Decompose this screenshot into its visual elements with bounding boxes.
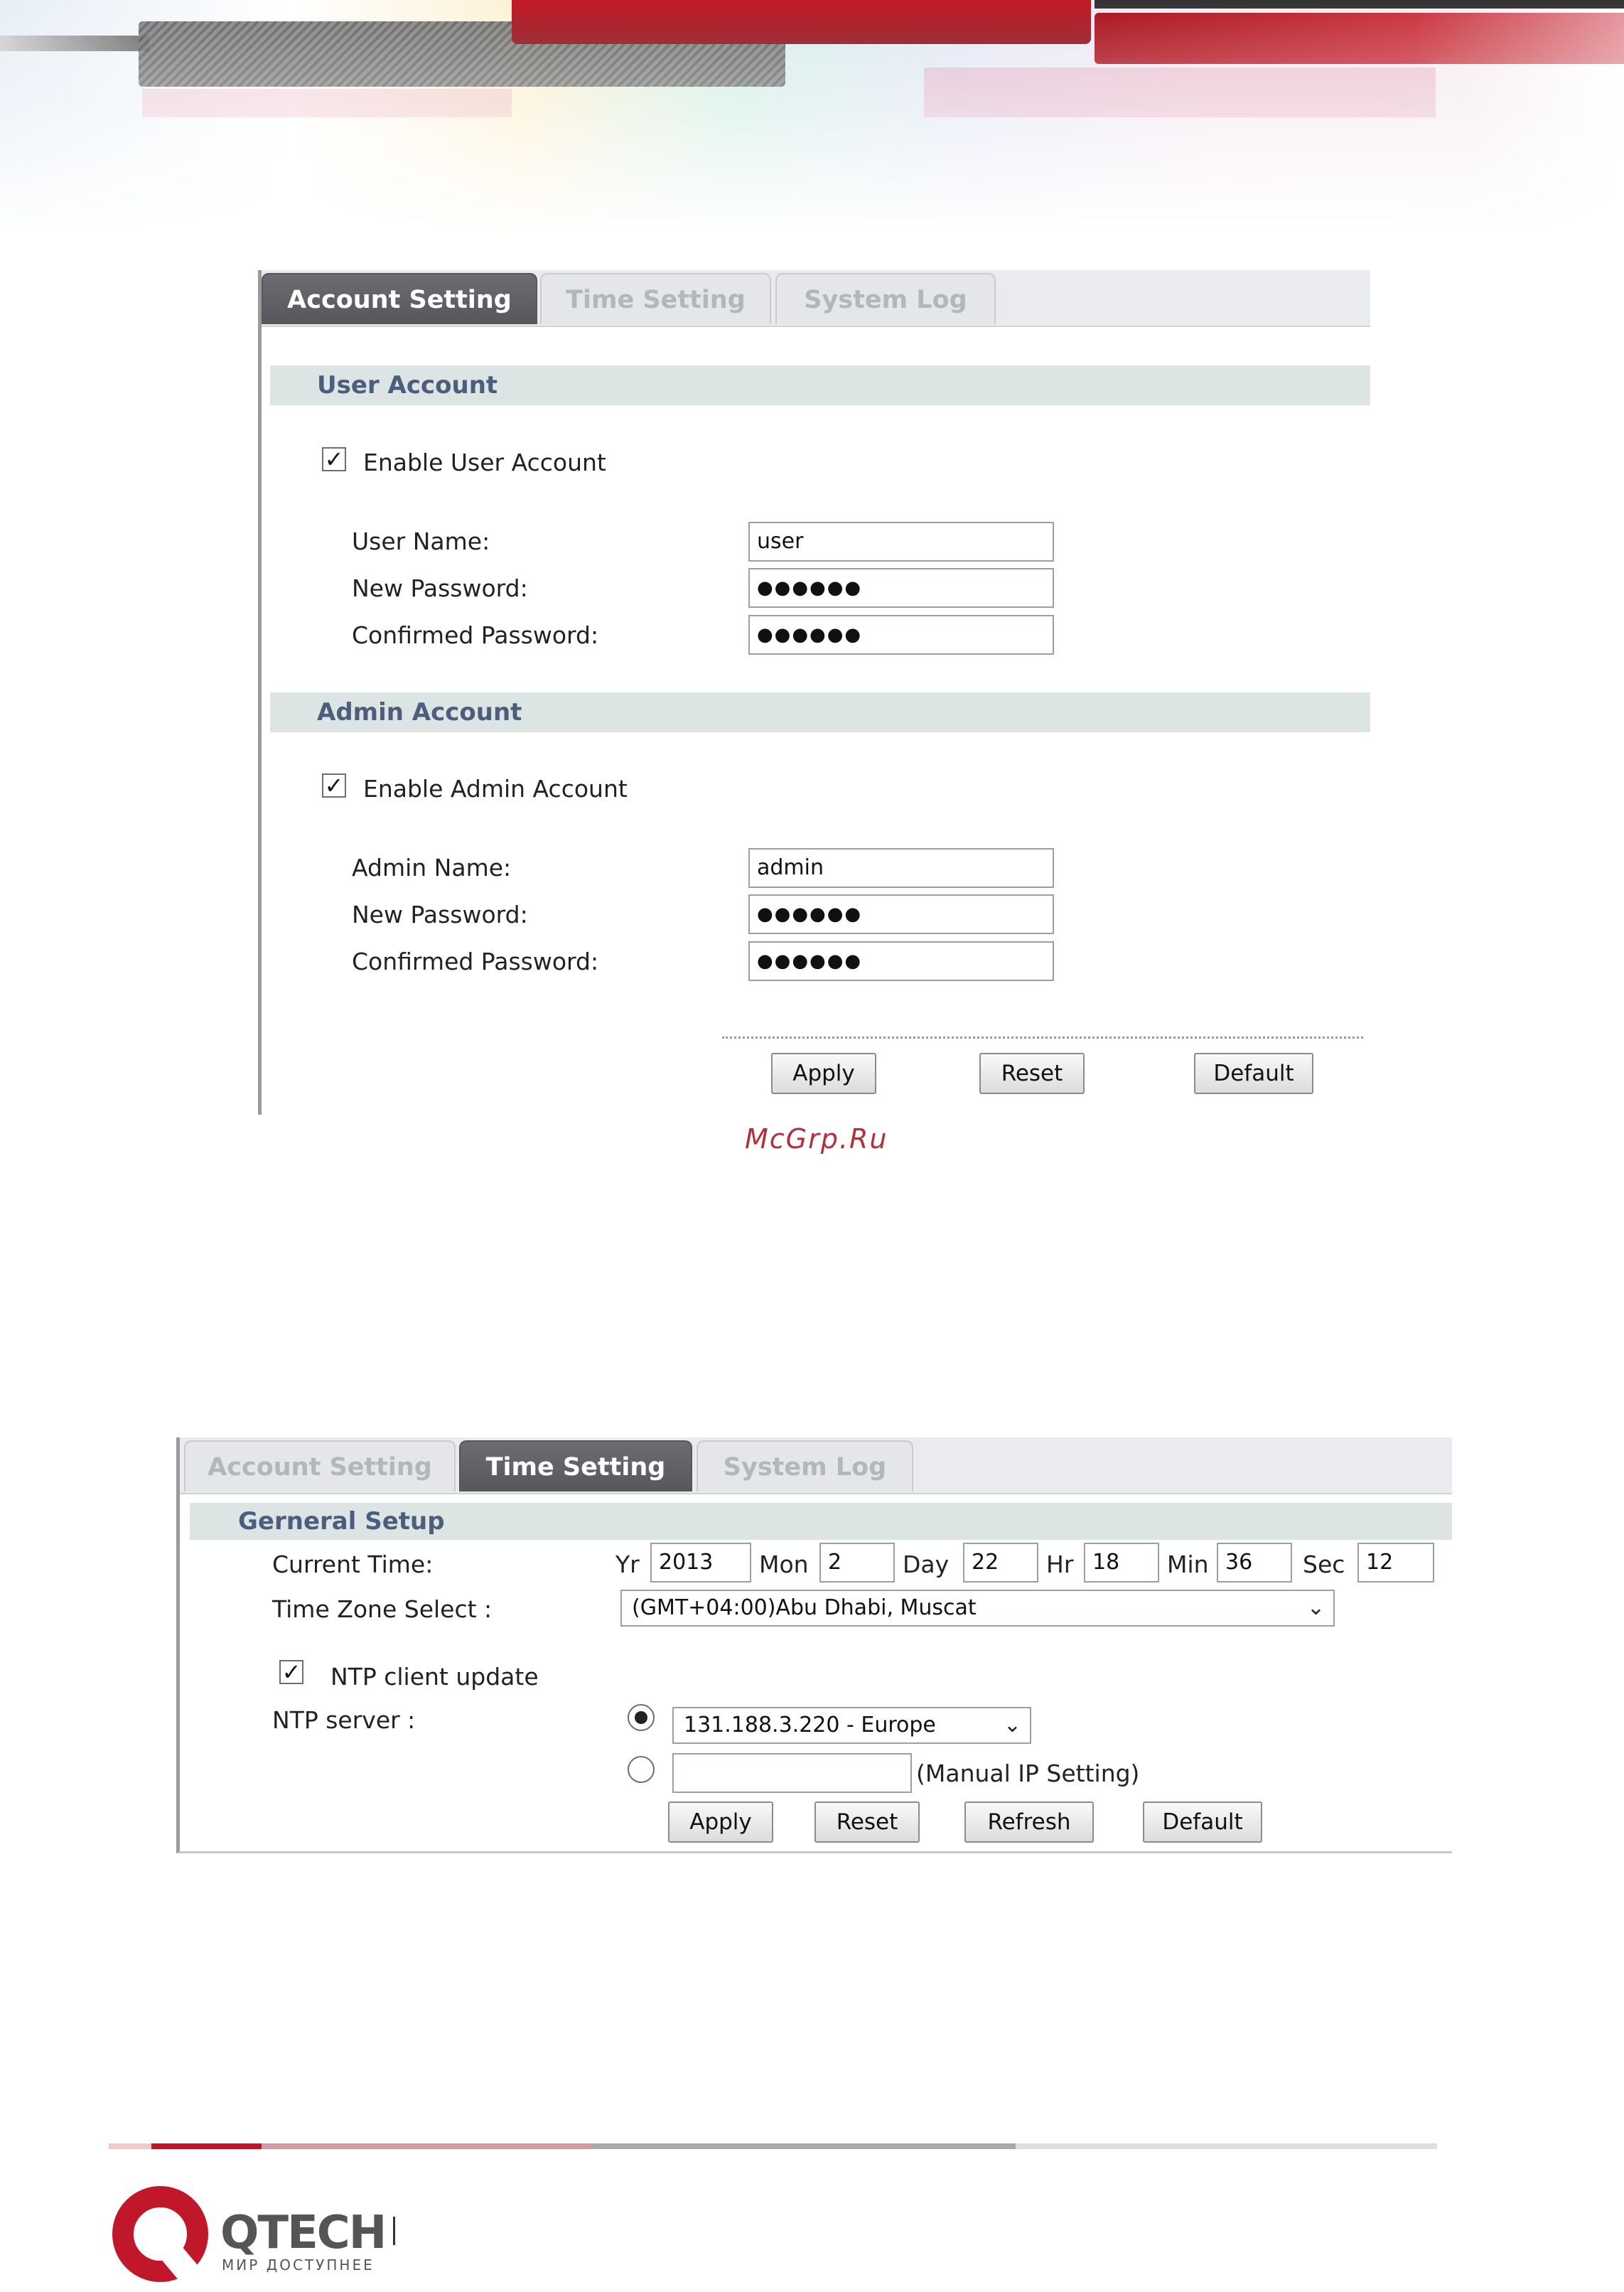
user-account-section-title: User Account <box>270 365 1370 405</box>
ntp-server-value: 131.188.3.220 - Europe <box>684 1713 936 1737</box>
ntp-server-manual-radio[interactable] <box>628 1756 655 1783</box>
footer-line-segment <box>262 2143 591 2149</box>
year-input[interactable]: 2013 <box>650 1543 751 1583</box>
time-zone-value: (GMT+04:00)Abu Dhabi, Muscat <box>632 1595 977 1620</box>
ntp-server-select[interactable] <box>672 1707 1031 1744</box>
enable-user-account-label: Enable User Account <box>363 449 606 476</box>
chevron-down-icon: ⌄ <box>1306 1595 1325 1620</box>
user-confirm-password-input[interactable]: ●●●●●● <box>748 615 1054 655</box>
day-input[interactable]: 22 <box>963 1543 1038 1583</box>
default-button[interactable]: Default <box>1143 1801 1262 1843</box>
admin-new-password-label: New Password: <box>352 901 528 928</box>
admin-name-label: Admin Name: <box>352 854 512 882</box>
tab-time-setting[interactable]: Time Setting <box>540 273 771 324</box>
time-zone-select[interactable] <box>620 1590 1335 1627</box>
user-new-password-input[interactable]: ●●●●●● <box>748 568 1054 608</box>
ntp-client-update-checkbox[interactable]: ✓ <box>279 1660 303 1684</box>
ntp-server-preset-radio[interactable] <box>628 1704 655 1731</box>
manual-ip-input[interactable] <box>672 1753 912 1793</box>
tab-system-log[interactable]: System Log <box>697 1440 913 1492</box>
qtech-logo-text: QTECH <box>220 2207 386 2259</box>
footer-line-segment <box>151 2143 262 2149</box>
admin-confirm-password-input[interactable]: ●●●●●● <box>748 941 1054 981</box>
general-setup-section-title: Gerneral Setup <box>190 1503 1452 1540</box>
logo-separator <box>393 2217 395 2245</box>
user-new-password-label: New Password: <box>352 574 528 602</box>
footer-line-segment <box>109 2143 151 2149</box>
admin-new-password-input[interactable]: ●●●●●● <box>748 894 1054 934</box>
second-label: Sec <box>1303 1551 1345 1578</box>
year-label: Yr <box>615 1551 640 1578</box>
admin-account-section-title: Admin Account <box>270 692 1370 732</box>
chevron-down-icon: ⌄ <box>1003 1713 1021 1737</box>
user-confirm-password-label: Confirmed Password: <box>352 621 599 649</box>
time-setting-panel <box>176 1437 1452 1853</box>
ntp-server-label: NTP server : <box>272 1706 416 1734</box>
tab-bar <box>262 270 1370 327</box>
tab-account-setting[interactable]: Account Setting <box>262 273 537 324</box>
watermark-text: McGrp.Ru <box>745 1123 888 1155</box>
admin-name-input[interactable]: admin <box>748 848 1054 888</box>
button-divider <box>722 1037 1363 1039</box>
account-setting-panel <box>258 270 1370 1115</box>
footer-line-segment <box>1016 2143 1437 2149</box>
user-name-input[interactable]: user <box>748 522 1054 562</box>
tab-bar <box>180 1437 1452 1494</box>
time-zone-label: Time Zone Select : <box>272 1595 493 1623</box>
reset-button[interactable]: Reset <box>979 1053 1085 1094</box>
tab-system-log[interactable]: System Log <box>775 273 996 324</box>
admin-confirm-password-label: Confirmed Password: <box>352 948 599 975</box>
qtech-logo-tagline: МИР ДОСТУПНЕЕ <box>222 2256 375 2274</box>
minute-label: Min <box>1167 1551 1209 1578</box>
enable-admin-account-checkbox[interactable]: ✓ <box>322 773 346 798</box>
minute-input[interactable]: 36 <box>1217 1543 1292 1583</box>
apply-button[interactable]: Apply <box>668 1801 773 1843</box>
enable-user-account-checkbox[interactable]: ✓ <box>322 447 346 471</box>
month-label: Mon <box>759 1551 809 1578</box>
refresh-button[interactable]: Refresh <box>964 1801 1094 1843</box>
ntp-client-update-label: NTP client update <box>330 1663 539 1691</box>
manual-ip-label: (Manual IP Setting) <box>916 1760 1140 1787</box>
page-header-banner <box>0 0 1624 235</box>
hour-label: Hr <box>1046 1551 1074 1578</box>
tab-account-setting[interactable]: Account Setting <box>184 1440 456 1492</box>
hour-input[interactable]: 18 <box>1084 1543 1159 1583</box>
tab-time-setting[interactable]: Time Setting <box>459 1440 692 1492</box>
enable-admin-account-label: Enable Admin Account <box>363 775 628 803</box>
user-name-label: User Name: <box>352 528 490 555</box>
default-button[interactable]: Default <box>1194 1053 1313 1094</box>
current-time-label: Current Time: <box>272 1551 434 1578</box>
month-input[interactable]: 2 <box>819 1543 895 1583</box>
day-label: Day <box>903 1551 950 1578</box>
apply-button[interactable]: Apply <box>771 1053 876 1094</box>
reset-button[interactable]: Reset <box>814 1801 920 1843</box>
footer-line-segment <box>591 2143 1016 2149</box>
header-fade <box>0 0 1624 235</box>
second-input[interactable]: 12 <box>1357 1543 1434 1583</box>
